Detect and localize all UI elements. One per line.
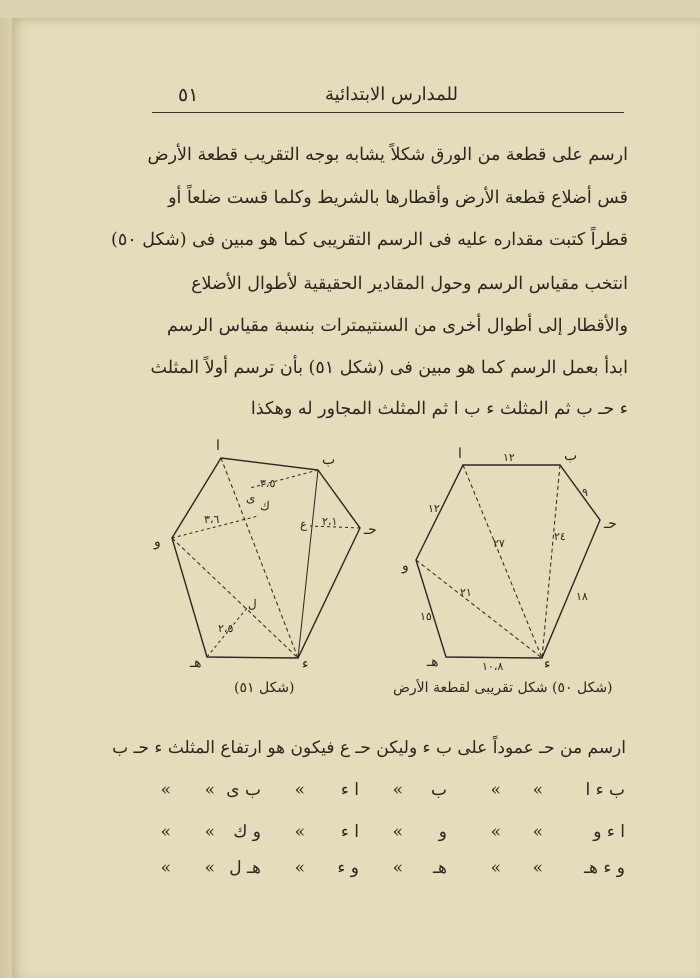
ditto-mark: « [490, 780, 501, 800]
fig51-vertex-w: و [154, 534, 161, 550]
ditto-mark: « [160, 822, 171, 842]
fig51-diagonal-wd [172, 538, 298, 658]
figure-50-caption: (شكل ٥٠) شكل تقريبى لقطعة الأرض [393, 680, 613, 696]
fig50-measure-wd: ٢١ [460, 586, 472, 599]
figures-diagram [150, 430, 630, 715]
running-title: للمدارس الابتدائية [325, 84, 458, 105]
fig50-vertex-b: ب [564, 448, 578, 464]
ditto-mark: « [204, 822, 215, 842]
fig51-measure-hl: ٢،٥ [218, 622, 234, 635]
ditto-mark: « [532, 780, 543, 800]
fig50-measure-cd: ١٨ [576, 590, 588, 603]
fig51-vertex-c: حـ [364, 522, 377, 538]
row-to: ا ء [340, 822, 359, 842]
row-base: و ء هـ [584, 858, 625, 878]
ditto-mark: « [392, 822, 403, 842]
body-line-3: قطراً كتبت مقداره عليه فى الرسم التقريبى كما هو مبين فى (شكل ٥٠) [111, 230, 628, 250]
row-to: ا ء [340, 780, 359, 800]
fig51-foot-y: ى [246, 491, 256, 505]
fig51-diagonal-bd [298, 470, 318, 658]
row-to: و ء [337, 858, 359, 878]
fig50-measure-ab: ١٢ [503, 451, 515, 464]
row-from: و [438, 822, 447, 842]
ditto-mark: « [490, 858, 501, 878]
row-foot: و ك [233, 822, 261, 842]
body-line-5: والأقطار إلى أطوال أخرى من السنتيمترات بنسبة مقياس الرسم [166, 316, 628, 336]
ditto-mark: « [532, 858, 543, 878]
table-row [155, 780, 625, 804]
body-line-2: قس أضلاع قطعة الأرض وأقطارها بالشريط وكلما قست ضلعاً أو [168, 188, 628, 208]
body-line-1: ارسم على قطعة من الورق شكلاً يشابه بوجه التقريب قطعة الأرض [147, 145, 628, 165]
fig50-vertex-w: و [402, 558, 409, 574]
ditto-mark: « [294, 780, 305, 800]
ditto-mark: « [392, 858, 403, 878]
row-base: ب ء ا [585, 780, 625, 800]
row-foot: ب ى [226, 780, 261, 800]
fig50-diagonal-bd [542, 465, 560, 658]
fig51-foot-l: ل [248, 597, 257, 611]
fig51-measure-wk: ٣،٦ [204, 513, 220, 526]
fig51-foot-u: ع [300, 517, 308, 531]
fig50-measure-bc: ٩ [582, 486, 588, 499]
row-base: ا ء و [593, 822, 625, 842]
table-row [155, 858, 625, 882]
figure-51-caption: (شكل ٥١) [234, 680, 295, 696]
fig50-vertex-c: حـ [604, 516, 617, 532]
fig50-measure-wa: ١٢ [428, 502, 440, 515]
row-from: هـ [433, 858, 447, 878]
ditto-mark: « [160, 858, 171, 878]
body-line-7: ء حـ ب ثم المثلث ء ب ا ثم المثلث المجاور له وهكذا [250, 399, 628, 419]
fig50-vertex-h: هـ [427, 654, 439, 670]
fig51-vertex-h: هـ [190, 655, 202, 671]
ditto-mark: « [160, 780, 171, 800]
fig50-vertex-a: ا [458, 446, 462, 462]
ditto-mark: « [204, 858, 215, 878]
fig50-vertex-d: ء [544, 656, 551, 672]
fig50-measure-bd: ٢٤ [554, 530, 566, 543]
fig51-foot-k: ك [260, 499, 270, 513]
instruction-line: ارسم من حـ عموداً على ب ء وليكن حـ ع فيكون هو ارتفاع المثلث ء حـ ب [112, 738, 626, 758]
fig50-measure-ad: ٢٧ [493, 537, 505, 550]
figure-50-rough-sketch [401, 446, 617, 673]
figure-50-polygon [416, 465, 600, 658]
fig50-diagonal-ad [463, 465, 542, 658]
ditto-mark: « [532, 822, 543, 842]
ditto-mark: « [204, 780, 215, 800]
ditto-mark: « [294, 858, 305, 878]
fig50-measure-dh: ١٠،٨ [482, 660, 504, 673]
ditto-mark: « [490, 822, 501, 842]
fig51-vertex-d: ء [302, 656, 309, 672]
ditto-mark: « [294, 822, 305, 842]
row-foot: هـ ل [229, 858, 261, 878]
fig50-diagonal-wd [416, 560, 542, 658]
fig51-measure-by: ٣،٥ [260, 477, 276, 490]
fig50-measure-hw: ١٥ [420, 610, 432, 623]
row-from: ب [430, 780, 447, 800]
fig51-vertex-a: ا [216, 438, 220, 454]
fig51-measure-cu: ٢،١ [322, 515, 338, 528]
fig51-vertex-b: ب [322, 452, 336, 468]
page-number: ٥١ [178, 84, 199, 106]
body-line-4: انتخب مقياس الرسم وحول المقادير الحقيقية لأطوال الأضلاع [191, 274, 628, 294]
table-row [155, 822, 625, 846]
figure-51-survey-plan [153, 438, 377, 672]
header-rule [152, 112, 624, 113]
body-line-6: ابدأ بعمل الرسم كما هو مبين فى (شكل ٥١) بأن ترسم أولاً المثلث [150, 358, 628, 378]
ditto-mark: « [392, 780, 403, 800]
